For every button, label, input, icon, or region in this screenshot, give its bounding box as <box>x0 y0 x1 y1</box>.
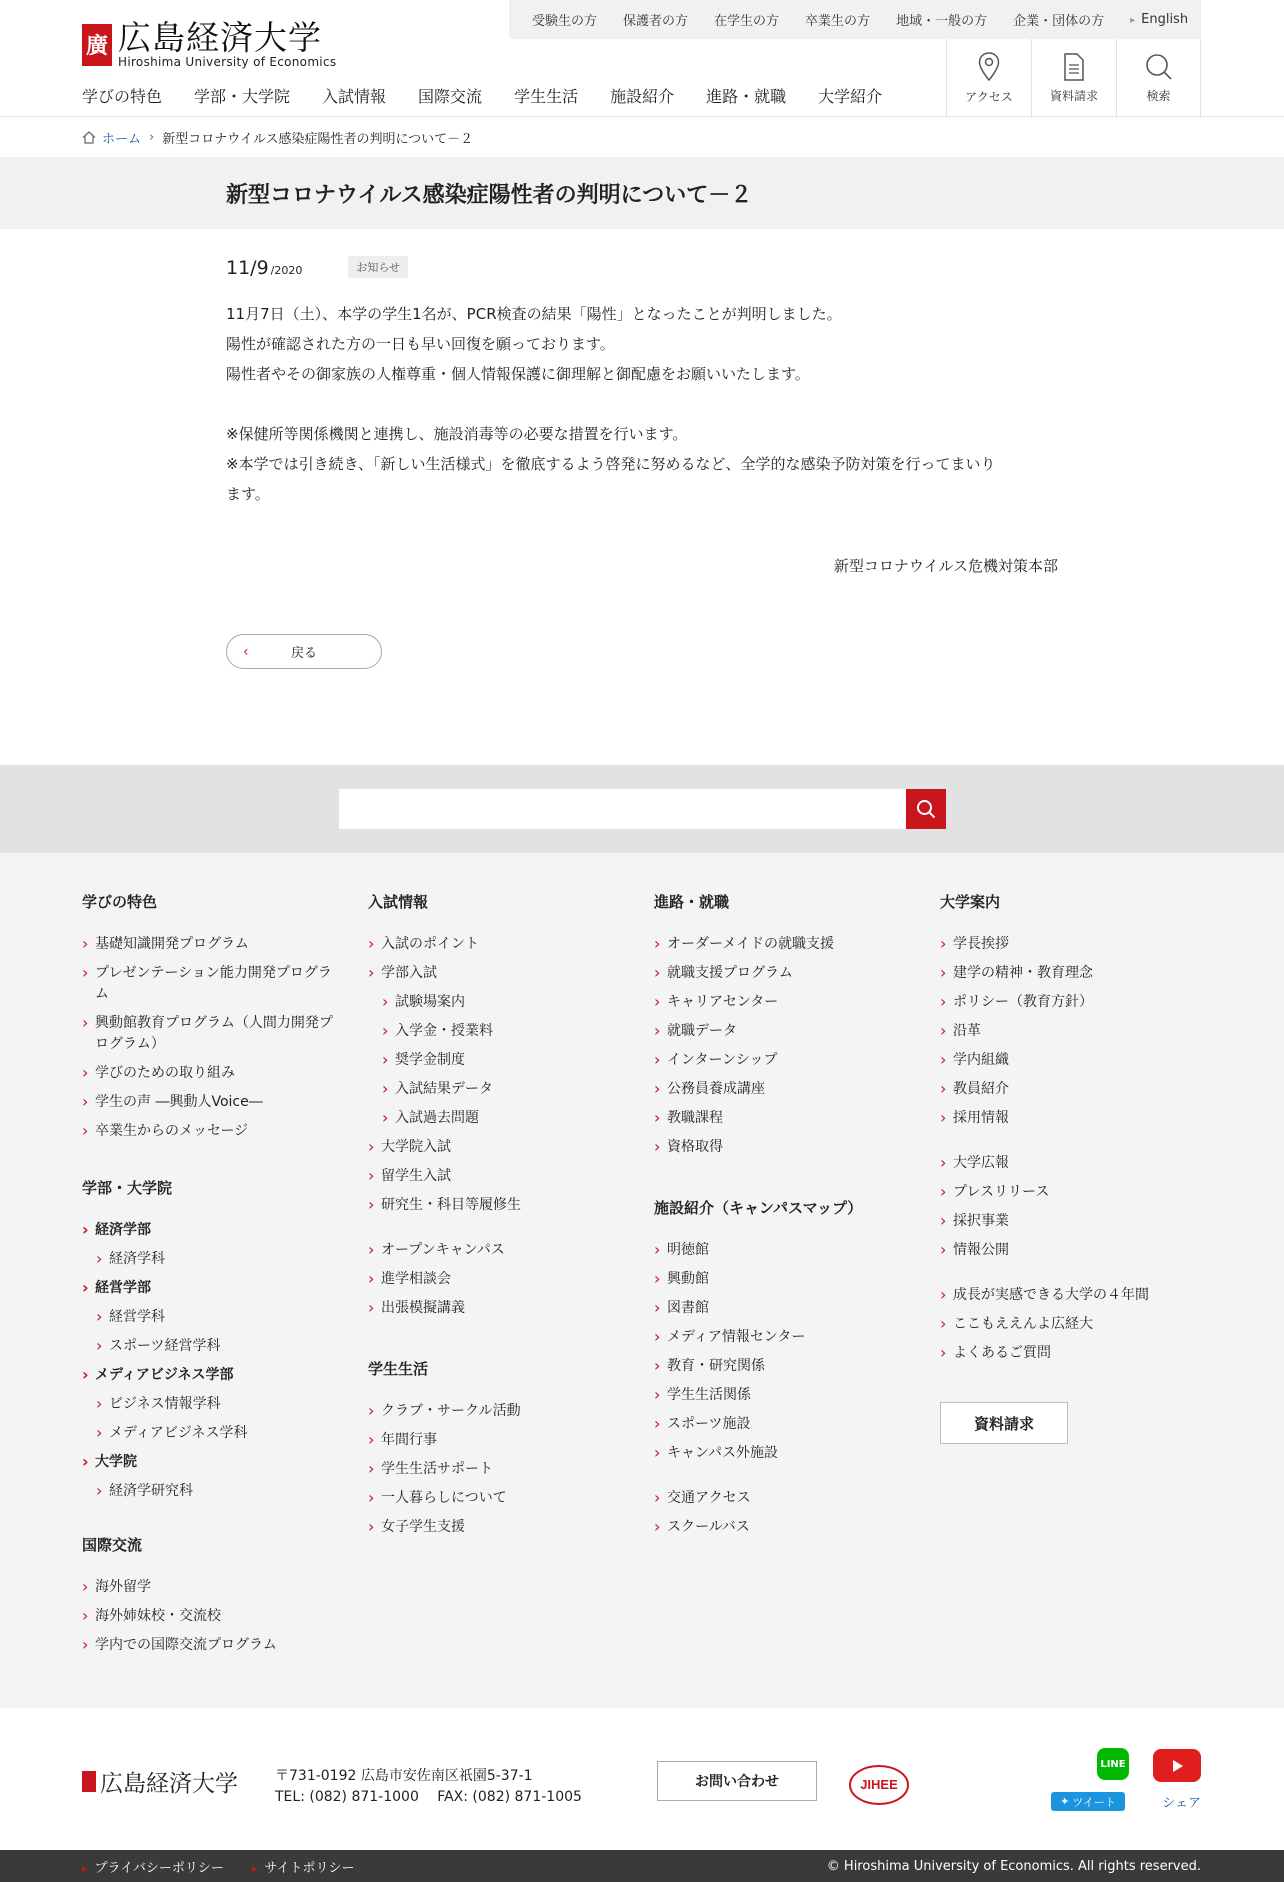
footer-link[interactable]: › 教育・研究関係 <box>654 1356 914 1377</box>
gnav-faculties[interactable]: 学部・大学院 <box>194 87 291 106</box>
share-link[interactable]: シェア <box>1162 1796 1201 1811</box>
article-body <box>226 299 1058 509</box>
site-policy-link[interactable]: ▸ サイトポリシー <box>252 1857 355 1876</box>
copyright-bar <box>0 1850 1284 1882</box>
document-request-button[interactable]: 資料請求 <box>940 1402 1068 1444</box>
footer-link[interactable]: › 経営学部 <box>82 1278 342 1299</box>
footer-link[interactable]: › 情報公開 <box>940 1240 1200 1261</box>
search-button[interactable] <box>1116 39 1201 117</box>
footer-link[interactable]: › 大学院 <box>82 1452 342 1473</box>
footer-link[interactable]: › 就職データ <box>654 1021 914 1042</box>
gnav-admissions[interactable]: 入試情報 <box>322 87 387 106</box>
breadcrumb-home[interactable]: ホーム <box>102 131 142 147</box>
site-header <box>0 0 1284 117</box>
search-submit-button[interactable] <box>906 789 946 829</box>
audience-link-companies[interactable]: 企業・団体の方 <box>1013 14 1105 29</box>
footer-link[interactable]: › 女子学生支援 <box>368 1517 628 1538</box>
footer-address <box>275 1766 582 1808</box>
footer-link[interactable]: › 学生生活関係 <box>654 1385 914 1406</box>
footer-link[interactable]: › 基礎知識開発プログラム <box>82 934 342 955</box>
footer-link[interactable]: › 入試過去問題 <box>368 1108 628 1129</box>
search-band <box>0 765 1284 853</box>
footer-link[interactable]: › 入試結果データ <box>368 1079 628 1100</box>
chevron-right-icon: › <box>149 129 155 145</box>
breadcrumb-current: 新型コロナウイルス感染症陽性者の判明について－２ <box>162 131 474 147</box>
footer-link[interactable]: › 出張模擬講義 <box>368 1298 628 1319</box>
gnav-student-life[interactable]: 学生生活 <box>514 87 579 106</box>
article-year: /2020 <box>270 264 303 277</box>
phone-line: TEL: (082) 871-1000 FAX: (082) 871-1005 <box>275 1789 582 1805</box>
footer-link[interactable]: › 入学金・授業料 <box>368 1021 628 1042</box>
footer-link[interactable]: › 学生の声 ―興動人Voice― <box>82 1092 342 1113</box>
footer-link[interactable]: › 学びのための取り組み <box>82 1063 342 1084</box>
body-line: ます。 <box>226 485 270 503</box>
footer-link[interactable]: › 興動館教育プログラム（人間力開発プ <box>82 1013 342 1034</box>
body-line: 陽性者やその御家族の人権尊重・個人情報保護に御理解と御配慮をお願いいたします。 <box>226 365 810 383</box>
article-meta <box>226 255 1058 279</box>
footer-link[interactable]: › 建学の精神・教育理念 <box>940 963 1200 984</box>
logo-title: 広島経済大学 <box>118 18 322 57</box>
footer-heading: 進路・就職 <box>654 893 730 911</box>
footer-link[interactable]: › 海外姉妹校・交流校 <box>82 1606 342 1627</box>
logo-seal: 廣 <box>82 24 112 66</box>
access-label: アクセス <box>965 89 1013 104</box>
footer-link[interactable]: › 大学広報 <box>940 1153 1200 1174</box>
footer-link[interactable]: › 教員紹介 <box>940 1079 1200 1100</box>
footer-link[interactable]: › 研究生・科目等履修生 <box>368 1195 628 1216</box>
footer-link[interactable]: › 学内組織 <box>940 1050 1200 1071</box>
tweet-button[interactable] <box>1051 1792 1125 1811</box>
english-link[interactable]: ▸ English <box>1117 12 1204 27</box>
footer-link[interactable]: › プレスリリース <box>940 1182 1200 1203</box>
footer-heading: 国際交流 <box>82 1536 143 1554</box>
tweet-label: ツイート <box>1072 1795 1116 1809</box>
title-band <box>0 157 1284 229</box>
footer-heading: 施設紹介（キャンパスマップ） <box>654 1199 863 1217</box>
footer-link[interactable]: › 交通アクセス <box>654 1488 914 1509</box>
footer-link[interactable]: › 留学生入試 <box>368 1166 628 1187</box>
footer-link[interactable]: › 学長挨拶 <box>940 934 1200 955</box>
footer-link[interactable]: › 卒業生からのメッセージ <box>82 1121 342 1142</box>
search-input[interactable] <box>339 789 906 829</box>
footer-nav <box>0 853 1284 1708</box>
article-signature: 新型コロナウイルス危機対策本部 <box>833 557 1058 575</box>
footer-link[interactable]: › 資格取得 <box>654 1137 914 1158</box>
home-icon <box>82 131 96 144</box>
footer-link[interactable]: › 興動館 <box>654 1269 914 1290</box>
jihee-label: JIHEE <box>860 1777 898 1792</box>
gnav-about[interactable]: 大学紹介 <box>818 87 883 106</box>
footer-link[interactable]: › クラブ・サークル活動 <box>368 1401 628 1422</box>
footer-link[interactable]: › インターンシップ <box>654 1050 914 1071</box>
category-badge: お知らせ <box>348 256 408 278</box>
page-title: 新型コロナウイルス感染症陽性者の判明について－２ <box>226 182 753 208</box>
logo-subtitle: Hiroshima University of Economics <box>118 55 337 69</box>
footer-link[interactable]: › オーダーメイドの就職支援 <box>654 934 914 955</box>
chevron-left-icon: ‹ <box>243 643 249 660</box>
footer-link[interactable]: › 就職支援プログラム <box>654 963 914 984</box>
twitter-bird-icon: ✦ <box>1060 1795 1070 1808</box>
search-icon <box>1145 53 1173 81</box>
footer-logo-text: 広島経済大学 <box>100 1771 238 1797</box>
footer-link[interactable]: › 学内での国際交流プログラム <box>82 1635 342 1656</box>
footer-link[interactable]: › ここもええんよ広経大 <box>940 1314 1200 1335</box>
article <box>0 255 1284 669</box>
access-button[interactable] <box>946 39 1031 117</box>
back-button[interactable] <box>226 634 382 669</box>
footer-link[interactable]: › 沿革 <box>940 1021 1200 1042</box>
footer-link[interactable]: › 経済学部 <box>82 1220 342 1241</box>
footer-link[interactable]: › プレゼンテーション能力開発プログラ <box>82 963 342 984</box>
footer-link[interactable]: › 経営学科 <box>82 1307 342 1328</box>
footer-link[interactable]: › 明徳館 <box>654 1240 914 1261</box>
footer-link[interactable]: › メディアビジネス学部 <box>82 1365 342 1386</box>
gnav-international[interactable]: 国際交流 <box>418 87 483 106</box>
audience-link-community[interactable]: 地域・一般の方 <box>896 14 988 29</box>
youtube-icon[interactable] <box>1153 1749 1201 1782</box>
footer-link-cont[interactable]: ム <box>95 986 109 1002</box>
search-label: 検索 <box>1146 88 1171 103</box>
footer-link[interactable]: › 海外留学 <box>82 1577 342 1598</box>
footer-link[interactable]: › 年間行事 <box>368 1430 628 1451</box>
footer-link[interactable]: › 経済学研究科 <box>82 1481 342 1502</box>
map-pin-icon <box>978 52 1000 82</box>
search-icon <box>916 799 936 819</box>
back-label: 戻る <box>290 646 317 661</box>
site-search <box>339 789 946 829</box>
footer-link[interactable]: › オープンキャンパス <box>368 1240 628 1261</box>
footer-link[interactable]: › 経済学科 <box>82 1249 342 1270</box>
jihee-certification-icon <box>848 1764 910 1806</box>
audience-link-parents[interactable]: 保護者の方 <box>623 14 689 29</box>
body-line: ※本学では引き続き、「新しい生活様式」を徹底するよう啓発に努めるなど、全学的な感染予防対策を行ってまいり <box>226 455 996 473</box>
footer-link[interactable]: › スポーツ経営学科 <box>82 1336 342 1357</box>
gnav-careers[interactable]: 進路・就職 <box>706 87 787 106</box>
privacy-policy-link[interactable]: ▸ プライバシーポリシー <box>82 1857 224 1876</box>
audience-link-alumni[interactable]: 卒業生の方 <box>805 14 871 29</box>
utility-nav <box>946 39 1201 117</box>
site-logo[interactable] <box>82 20 336 69</box>
footer-link[interactable]: › 進学相談会 <box>368 1269 628 1290</box>
footer-link[interactable]: › 奨学金制度 <box>368 1050 628 1071</box>
footer-link[interactable]: › 採択事業 <box>940 1211 1200 1232</box>
footer-heading: 大学案内 <box>940 893 1001 911</box>
footer-link-cont[interactable]: ログラム） <box>95 1036 165 1052</box>
footer-bottom <box>0 1708 1284 1850</box>
footer-heading: 学部・大学院 <box>82 1179 173 1197</box>
footer-link[interactable]: › 入試のポイント <box>368 934 628 955</box>
article-date: 11/9 <box>226 257 269 279</box>
footer-link[interactable]: › 学部入試 <box>368 963 628 984</box>
footer-link[interactable]: › 図書館 <box>654 1298 914 1319</box>
breadcrumb <box>0 117 1284 157</box>
audience-nav <box>509 0 1201 39</box>
audience-link-prospective[interactable]: 受験生の方 <box>532 14 598 29</box>
audience-link-students[interactable]: 在学生の方 <box>714 14 780 29</box>
request-button[interactable] <box>1031 39 1116 117</box>
footer-link[interactable]: › 大学院入試 <box>368 1137 628 1158</box>
body-line: ※保健所等関係機関と連携し、施設消毒等の必要な措置を行います。 <box>226 425 688 443</box>
footer-link[interactable]: › ビジネス情報学科 <box>82 1394 342 1415</box>
footer-heading: 学生生活 <box>368 1360 429 1378</box>
footer-link[interactable]: › 学生生活サポート <box>368 1459 628 1480</box>
footer-link[interactable]: › 試験場案内 <box>368 992 628 1013</box>
footer-link[interactable]: › 教職課程 <box>654 1108 914 1129</box>
footer-link[interactable]: › 一人暮らしについて <box>368 1488 628 1509</box>
footer-link[interactable]: › ポリシー（教育方針） <box>940 992 1200 1013</box>
body-line: 陽性が確認された方の一日も早い回復を願っております。 <box>226 335 615 353</box>
logo-seal-icon <box>82 1771 96 1792</box>
request-label: 資料請求 <box>1049 88 1098 103</box>
footer-link[interactable]: › キャンパス外施設 <box>654 1443 914 1464</box>
footer-link[interactable]: › よくあるご質問 <box>940 1343 1200 1364</box>
copyright-text: © Hiroshima University of Economics. All rights reserved. <box>826 1858 1201 1874</box>
document-icon <box>1063 53 1085 81</box>
address-line: 〒731-0192 広島市安佐南区祇園5-37-1 <box>275 1768 533 1784</box>
footer-link[interactable]: › メディア情報センター <box>654 1327 914 1348</box>
gnav-learning[interactable]: 学びの特色 <box>82 87 163 106</box>
footer-link[interactable]: › 採用情報 <box>940 1108 1200 1129</box>
footer-link[interactable]: › スクールバス <box>654 1517 914 1538</box>
line-icon[interactable]: LINE <box>1097 1748 1129 1780</box>
contact-button[interactable]: お問い合わせ <box>657 1761 817 1801</box>
gnav-facilities[interactable]: 施設紹介 <box>610 87 675 106</box>
footer-link[interactable]: › スポーツ施設 <box>654 1414 914 1435</box>
body-line: 11月7日（土）、本学の学生1名が、PCR検査の結果「陽性」となったことが判明しました。 <box>226 305 842 323</box>
footer-link[interactable]: › メディアビジネス学科 <box>82 1423 342 1444</box>
footer-link[interactable]: › 公務員養成講座 <box>654 1079 914 1100</box>
global-nav <box>82 84 914 107</box>
footer-heading: 学びの特色 <box>82 893 158 911</box>
footer-heading: 入試情報 <box>368 893 429 911</box>
footer-logo[interactable] <box>82 1765 238 1798</box>
footer-link[interactable]: › キャリアセンター <box>654 992 914 1013</box>
footer-link[interactable]: › 成長が実感できる大学の４年間 <box>940 1285 1200 1306</box>
